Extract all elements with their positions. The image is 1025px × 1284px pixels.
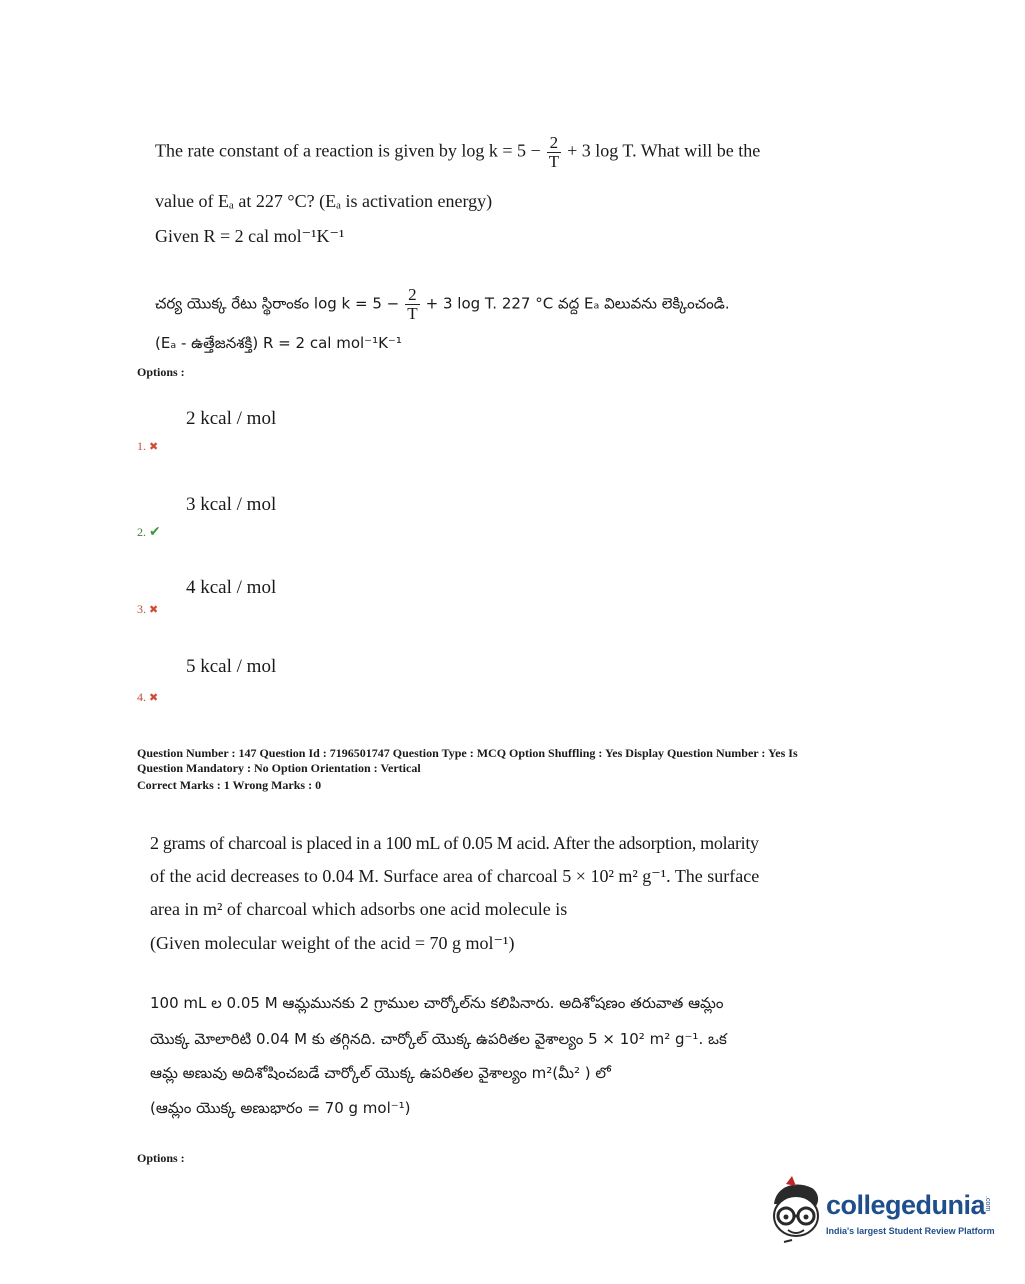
logo-tagline: India's largest Student Review Platform xyxy=(826,1226,995,1236)
q1-line3: Given R = 2 cal mol⁻¹K⁻¹ xyxy=(155,226,345,246)
logo-brand: collegedunia xyxy=(826,1190,986,1220)
q2-te-line4: (ఆమ్లం యొక్క అణుభారం = 70 g mol⁻¹) xyxy=(150,1099,411,1117)
q1-te-line2: (Eₐ - ఉత్తేజనశక్తి) R = 2 cal mol⁻¹K⁻¹ xyxy=(155,334,402,352)
q2-te-line1: 100 mL ల 0.05 M ఆమ్లమునకు 2 గ్రాముల చార్కోల్‌ను కలిపినారు. అదిశోషణం తరువాత ఆమ్లం xyxy=(150,994,724,1012)
option-4-num: 4. xyxy=(137,690,146,704)
option-3-number xyxy=(137,602,158,617)
q1-te-frac-den: T xyxy=(407,304,418,323)
cross-icon: ✖ xyxy=(149,603,159,616)
q1-fraction xyxy=(547,134,561,171)
q1-line1-post: + 3 log T. What will be the xyxy=(567,140,761,161)
option-1-number xyxy=(137,439,158,454)
option-2-num: 2. xyxy=(137,525,146,539)
q1-te-line1-post: + 3 log T. 227 °C వద్ద Eₐ విలువను లెక్కించండి. xyxy=(425,294,730,313)
q1-line2: value of Eₐ at 227 °C? (Eₐ is activation energy) xyxy=(155,191,493,211)
q1-te-line1 xyxy=(155,286,730,323)
option-4-text: 5 kcal / mol xyxy=(186,656,277,677)
option-2-number xyxy=(137,524,161,540)
q2-te-line2: యొక్క మోలారిటి 0.04 M కు తగ్గినది. చార్కోల్ యొక్క ఉపరితల వైశాల్యం 5 × 10² m² g⁻¹. ఒక xyxy=(150,1030,727,1048)
q1-frac-num: 2 xyxy=(547,134,561,153)
collegedunia-logo xyxy=(766,1176,996,1246)
q2-line4: (Given molecular weight of the acid = 70 g mol⁻¹) xyxy=(150,933,515,953)
q2-line3: area in m² of charcoal which adsorbs one acid molecule is xyxy=(150,899,568,919)
meta-line1: Question Number : 147 Question Id : 7196501747 Question Type : MCQ Option Shuffling : Yes Display Question Number : Yes Is xyxy=(137,746,798,760)
q1-te-fraction xyxy=(405,286,419,323)
q2-te-line3: ఆమ్ల అణువు అదిశోషించబడే చార్కోల్ యొక్క ఉపరితల వైశాల్యం m²(మీ² ) లో xyxy=(150,1064,611,1082)
q1-line1 xyxy=(155,134,760,171)
q2-line2: of the acid decreases to 0.04 M. Surface area of charcoal 5 × 10² m² g⁻¹. The surface xyxy=(150,866,760,886)
cross-icon: ✖ xyxy=(149,691,159,704)
option-3-text: 4 kcal / mol xyxy=(186,577,277,598)
cross-icon: ✖ xyxy=(149,440,159,453)
meta-line2: Question Mandatory : No Option Orientation : Vertical xyxy=(137,761,421,775)
option-1-text: 2 kcal / mol xyxy=(186,408,277,429)
q1-te-frac-num: 2 xyxy=(405,286,419,305)
logo-suffix: .com xyxy=(984,1196,991,1212)
q2-line1: 2 grams of charcoal is placed in a 100 mL of 0.05 M acid. After the adsorption, molarity xyxy=(150,833,759,853)
question-meta xyxy=(137,746,897,793)
mascot-icon xyxy=(766,1176,826,1246)
options-label-2: Options : xyxy=(137,1151,185,1165)
option-4-number xyxy=(137,690,158,705)
option-3-num: 3. xyxy=(137,602,146,616)
options-label: Options : xyxy=(137,365,185,379)
checkmark-icon: ✔ xyxy=(149,524,161,540)
option-1-num: 1. xyxy=(137,439,146,453)
option-2-text: 3 kcal / mol xyxy=(186,494,277,515)
q1-frac-den: T xyxy=(548,152,560,171)
q1-te-line1-pre: చర్య యొక్క రేటు స్థిరాంకం log k = 5 − xyxy=(155,294,400,313)
meta-line3: Correct Marks : 1 Wrong Marks : 0 xyxy=(137,778,322,792)
q1-line1-pre: The rate constant of a reaction is given by log k = 5 − xyxy=(155,140,541,161)
